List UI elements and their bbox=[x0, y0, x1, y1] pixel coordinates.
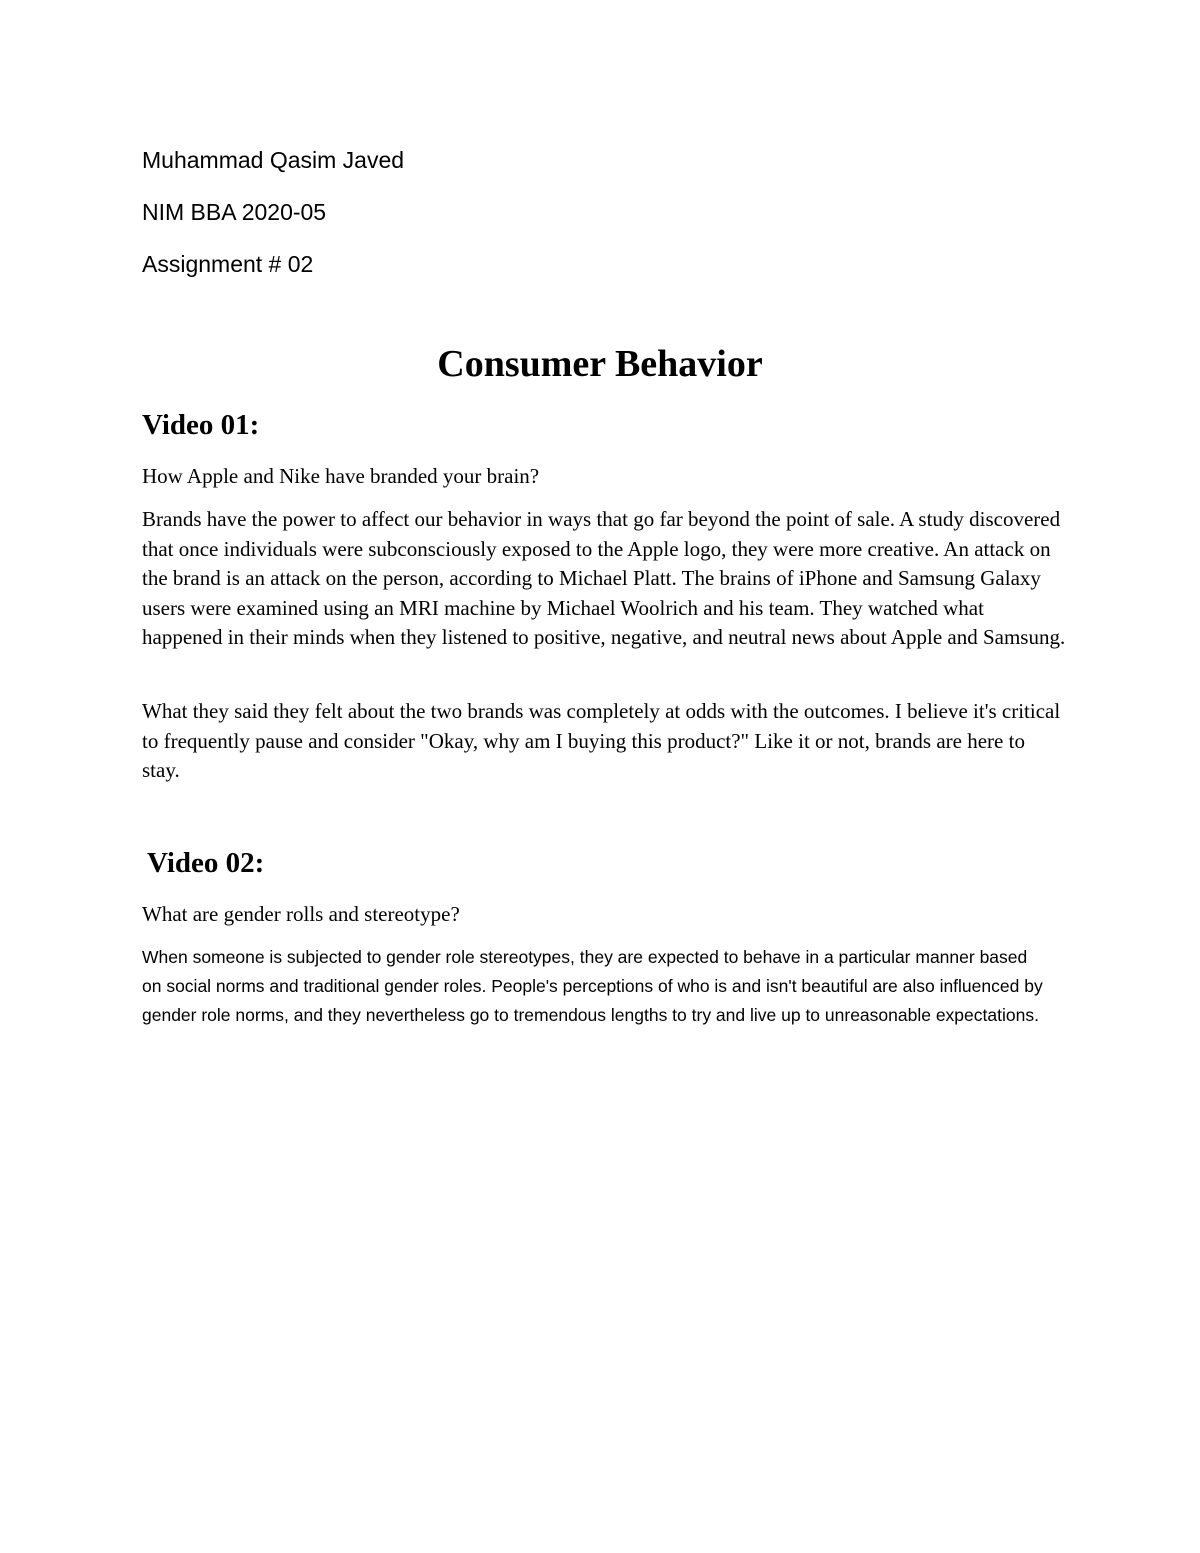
assignment-number: Assignment # 02 bbox=[142, 251, 314, 277]
paragraph-video-02-1: When someone is subjected to gender role stereotypes, they are expected to behave in a particular manner based on social norms and traditional gender roles. People's perceptions of who is and isn't beautiful are also influenced by gender role norms, and they nevertheless go to tremendous lengths to try and live up to unreasonable expectations. bbox=[142, 947, 1043, 1025]
program-id: NIM BBA 2020-05 bbox=[142, 199, 327, 225]
section-heading-video-02: Video 02: bbox=[147, 847, 265, 879]
section-question-video-01: How Apple and Nike have branded your brain? bbox=[142, 464, 540, 488]
paragraph-video-01-2: What they said they felt about the two brands was completely at odds with the outcomes. I believe it's critical to frequently pause and consider "Okay, why am I buying this product?" Like it or not, brands are here to stay. bbox=[142, 699, 1061, 782]
paragraph-video-01-1: Brands have the power to affect our behavior in ways that go far beyond the point of sale. A study discovered that once individuals were subconsciously exposed to the Apple logo, they were more creative. An attack on the brand is an attack on the person, according to Michael Platt. The brains of iPhone and Samsung Galaxy users were examined using an MRI machine by Michael Woolrich and his team. They watched what happened in their minds when they listened to positive, negative, and neutral news about Apple and Samsung. bbox=[142, 507, 1066, 649]
section-heading-video-01: Video 01: bbox=[142, 409, 260, 441]
document-title: Consumer Behavior bbox=[437, 343, 763, 385]
author-name: Muhammad Qasim Javed bbox=[142, 147, 405, 173]
section-question-video-02: What are gender rolls and stereotype? bbox=[142, 902, 460, 926]
